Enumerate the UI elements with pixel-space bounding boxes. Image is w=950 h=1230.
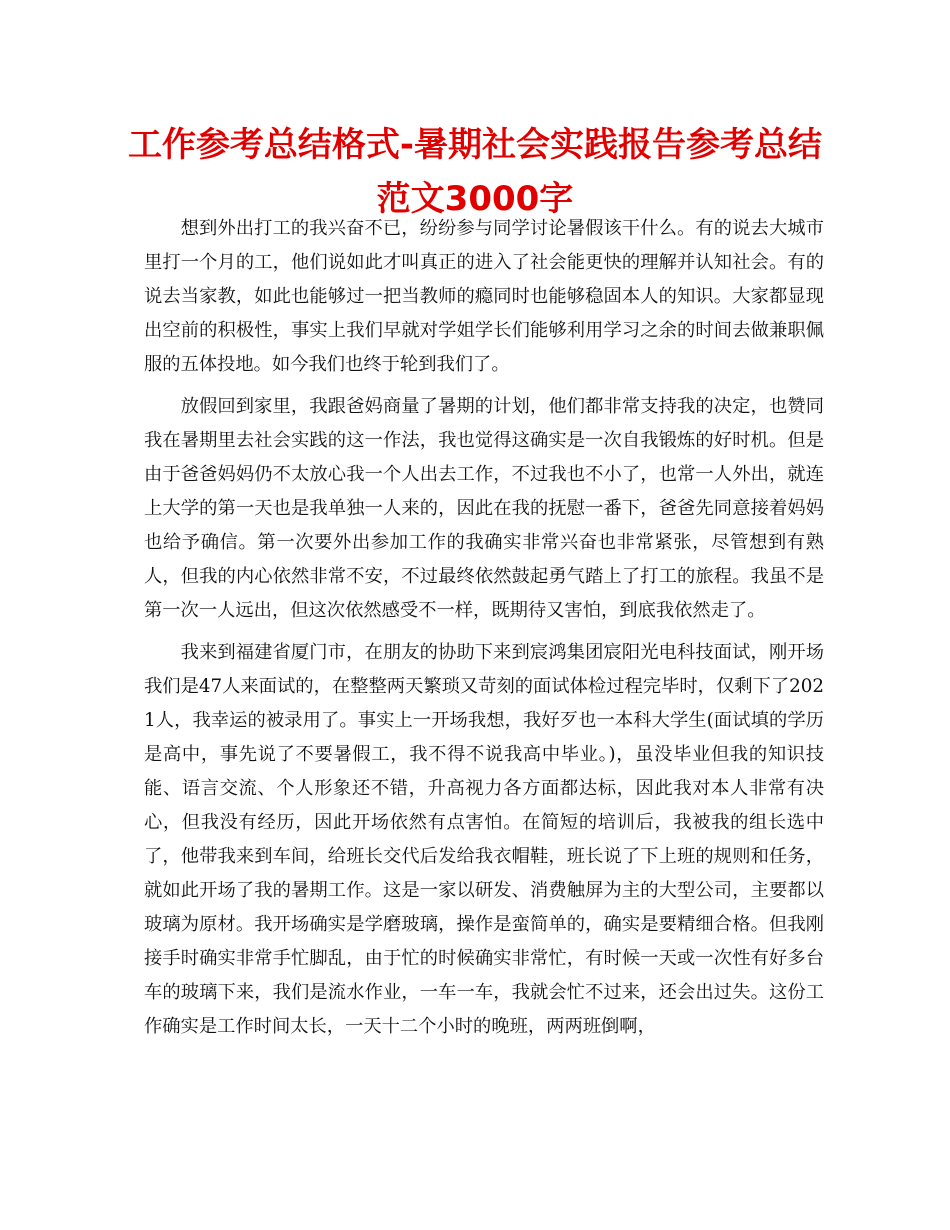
document-body xyxy=(144,212,824,1052)
paragraph-3: 我来到福建省厦门市，在朋友的协助下来到宸鸿集团宸阳光电科技面试，刚开场我们是47人来面试的，在整整两天繁琐又苛刻的面试体检过程完毕时，仅剩下了2021人，我幸运的被录用了。事实上一开场我想，我好歹也一本科大学生(面试填的学历是高中，事先说了不要暑假工，我不得不说我高中毕业。)，虽没毕业但我的知识技能、语言交流、个人形象还不错，升高视力各方面都达标，因此我对本人非常有决心，但我没有经历，因此开场依然有点害怕。在简短的培训后，我被我的组长选中了，他带我来到车间，给班长交代后发给我衣帽鞋，班长说了下上班的规则和任务，就如此开场了我的暑期工作。这是一家以研发、消费触屏为主的大型公司，主要都以玻璃为原材。我开场确实是学磨玻璃，操作是蛮简单的，确实是要精细合格。但我刚接手时确实非常手忙脚乱，由于忙的时候确实非常忙，有时候一天或一次性有好多台车的玻璃下来，我们是流水作业，一车一车，我就会忙不过来，还会出过失。这份工作确实是工作时间太长，一天十二个小时的晚班，两两班倒啊， xyxy=(144,642,824,1037)
document-title: 工作参考总结格式-暑期社会实践报告参考总结范文3000字 xyxy=(127,125,823,219)
paragraph-1: 想到外出打工的我兴奋不已，纷纷参与同学讨论暑假该干什么。有的说去大城市里打一个月的工，他们说如此才叫真正的进入了社会能更快的理解并认知社会。有的说去当家教，如此也能够过一把当教师的瘾同时也能够稳固本人的知识。大家都显现出空前的积极性，事实上我们早就对学姐学长们能够利用学习之余的时间去做兼职佩服的五体投地。如今我们也终于轮到我们了。 xyxy=(144,218,824,375)
paragraph-2: 放假回到家里，我跟爸妈商量了暑期的计划，他们都非常支持我的决定，也赞同我在暑期里去社会实践的这一作法，我也觉得这确实是一次自我锻炼的好时机。但是由于爸爸妈妈仍不太放心我一个人出去工作，不过我也不小了，也常一人外出，就连上大学的第一天也是我单独一人来的，因此在我的抚慰一番下，爸爸先同意接着妈妈也给予确信。第一次要外出参加工作的我确实非常兴奋也非常紧张，尽管想到有熟人，但我的内心依然非常不安，不过最终依然鼓起勇气踏上了打工的旅程。我虽不是第一次一人远出，但这次依然感受不一样，既期待又害怕，到底我依然走了。 xyxy=(144,396,824,621)
